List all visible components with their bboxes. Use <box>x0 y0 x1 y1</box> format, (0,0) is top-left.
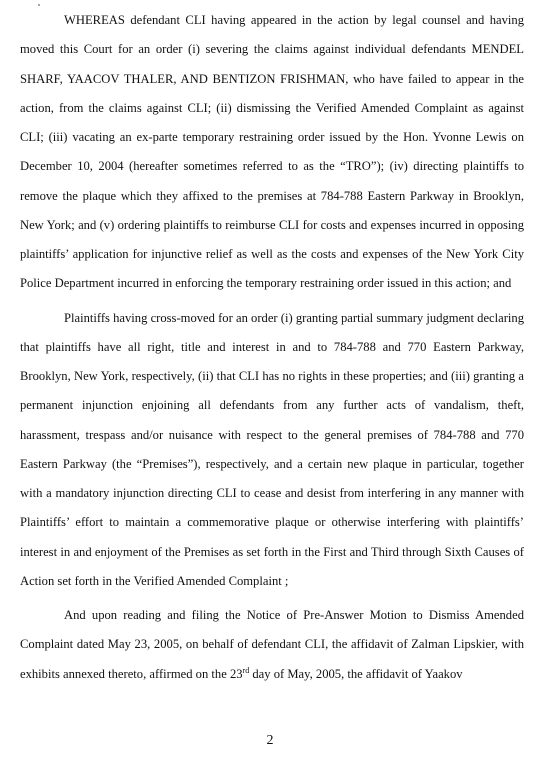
paragraph-whereas: WHEREAS defendant CLI having appeared in the action by legal counsel and having moved this Court for an order (i) severing the claims against individual defendants MENDEL SHARF, YAACOV THALER, AND BENTIZON FRISHMAN, who have failed to appear in the action, from the claims against CLI; (ii) dismissing the Verified Amended Complaint as against CLI; (iii) vacating an ex-parte temporary restraining order issued by the Hon. Yvonne Lewis on December 10, 2004 (hereafter sometimes referred to as the “TRO”); (iv) directing plaintiffs to remove the plaque which they affixed to the premises at 784-788 Eastern Parkway in Brooklyn, New York; and (v) ordering plaintiffs to reimburse CLI for costs and expenses incurred in opposing plaintiffs’ application for injunctive relief as well as the costs and expenses of the New York City Police Department incurred in enforcing the temporary restraining order issued in this action; and <box>20 13 524 291</box>
paragraph-text-end: day of May, 2005, the affidavit of Yaakov <box>249 666 463 681</box>
page-number: 2 <box>266 733 274 748</box>
document-body <box>20 6 524 689</box>
paragraph-text-start: And upon reading and filing the Notice of Pre-Answer Motion to Dismiss Amended Complaint dated May 23, 2005, on behalf of defendant CLI, the affidavit of Zalman Lipskier, with exhibits annexed thereto, affirmed on the 23 <box>20 608 524 681</box>
paragraph-reading-filing <box>20 601 524 689</box>
ordinal-superscript: rd <box>242 665 250 675</box>
paragraph-cross-motion: Plaintiffs having cross-moved for an order (i) granting partial summary judgment declaring that plaintiffs have all right, title and interest in and to 784-788 and 770 Eastern Parkway, Brooklyn, New York, respectively, (ii) that CLI has no rights in these properties; and (iii) granting a permanent injunction enjoining all defendants from any further acts of vandalism, theft, harassment, trespass and/or nuisance with respect to the general premises of 784-788 and 770 Eastern Parkway (the “Premises”), respectively, and a certain new plaque in particular, together with a mandatory injunction directing CLI to cease and desist from interfering in any manner with Plaintiffs’ effort to maintain a commemorative plaque or otherwise interfering with plaintiffs’ interest in and enjoyment of the Premises as set forth in the First and Third through Sixth Causes of Action set forth in the Verified Amended Complaint ; <box>20 310 524 588</box>
